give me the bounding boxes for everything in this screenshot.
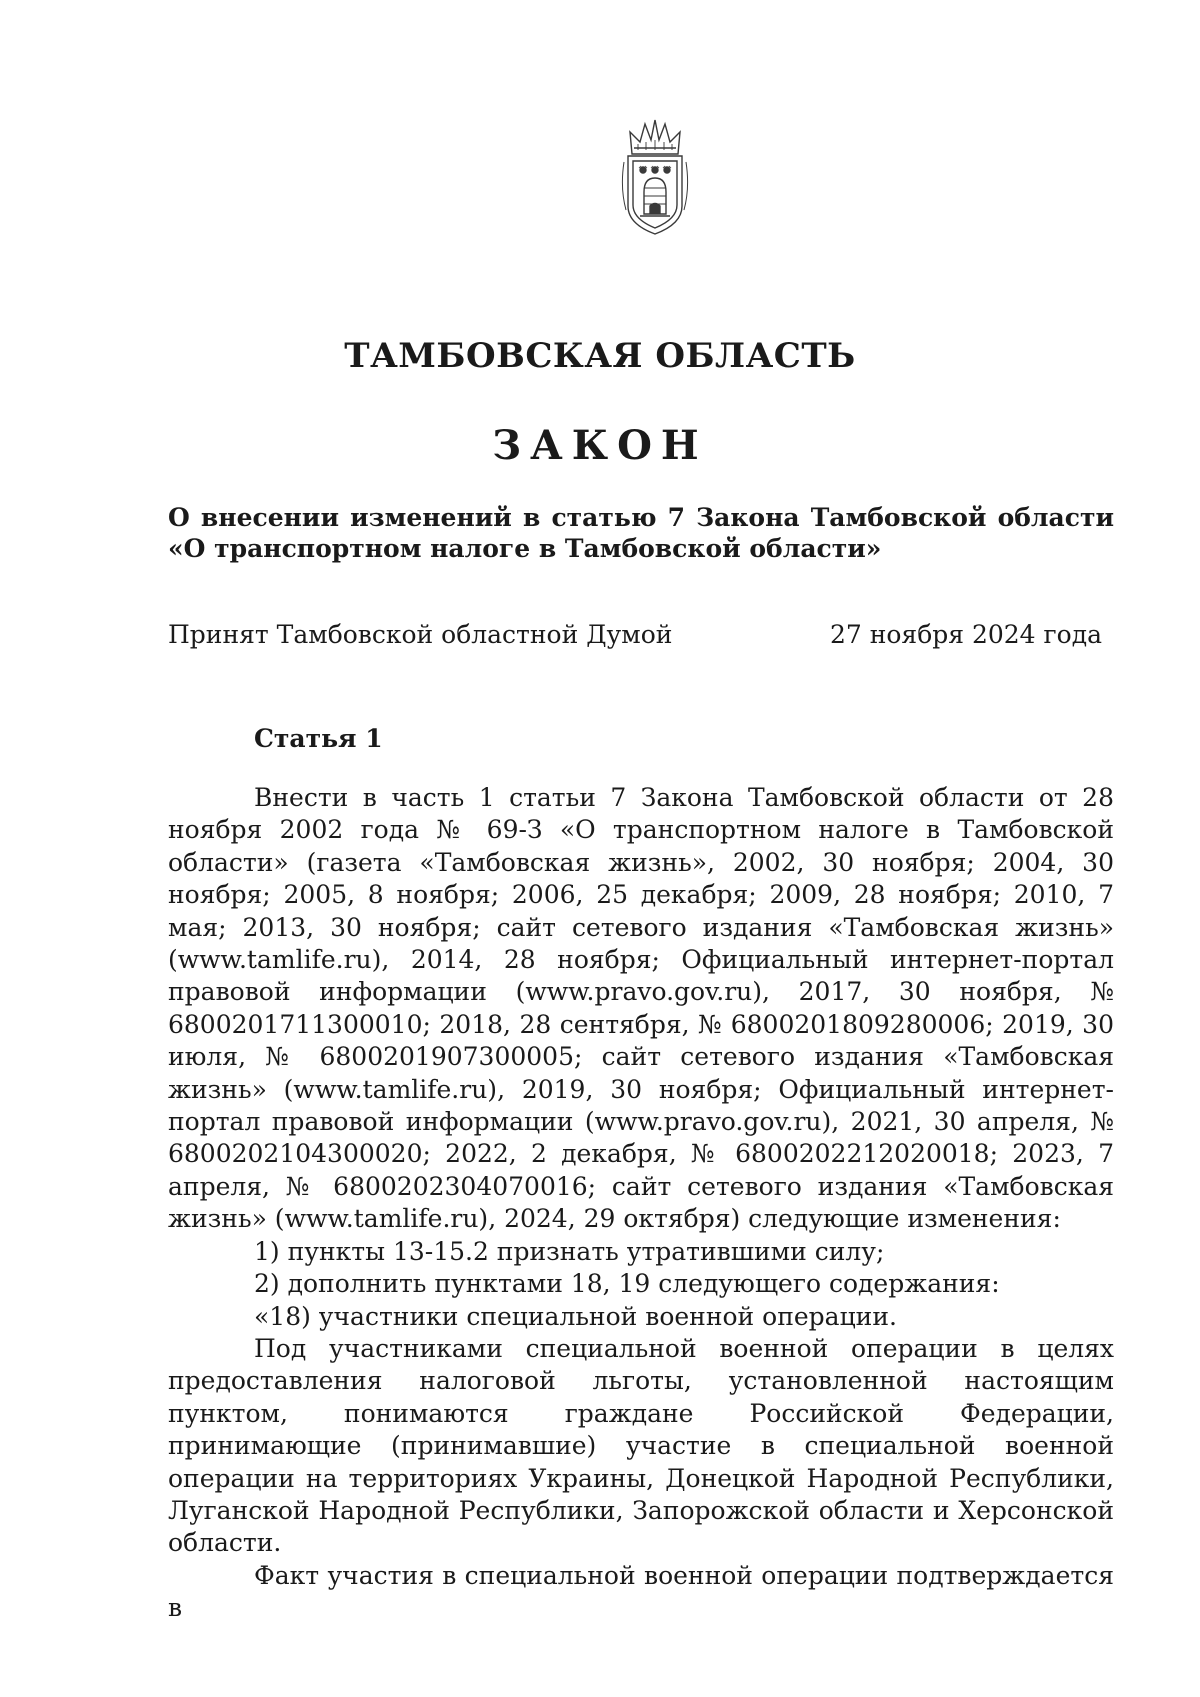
law-title-line-1: О внесении изменений в статью 7 Закона Тамбовской области xyxy=(168,503,1114,532)
adoption-info xyxy=(168,620,1114,654)
region-title: ТАМБОВСКАЯ ОБЛАСТЬ xyxy=(344,336,856,376)
article-paragraph: Под участниками специальной военной операции в целях предоставления налоговой льготы, установленной настоящим пунктом, понимаются граждане Российской Федерации, принимающие (принимавшие) участие в специальной военной операции на территориях Украины, Донецкой Народной Республики, Луганской Народной Республики, Запорожской области и Херсонской области. xyxy=(168,1333,1114,1558)
article-list-item: 2) дополнить пунктами 18, 19 следующего содержания: xyxy=(254,1269,1000,1299)
article-body xyxy=(168,782,1114,1625)
article-heading: Статья 1 xyxy=(254,724,383,753)
article-list-item: «18) участники специальной военной операции. xyxy=(254,1301,897,1331)
article-list-item: 1) пункты 13-15.2 признать утратившими силу; xyxy=(254,1236,885,1266)
coat-of-arms-icon xyxy=(618,118,692,240)
article-paragraph: Факт участия в специальной военной операции подтверждается в xyxy=(168,1560,1114,1623)
adopted-by: Принят Тамбовской областной Думой xyxy=(168,620,673,649)
adoption-date: 27 ноября 2024 года xyxy=(829,620,1102,649)
law-title xyxy=(168,502,1114,564)
law-title-line-2: «О транспортном налоге в Тамбовской области» xyxy=(168,534,882,563)
article-paragraph: Внести в часть 1 статьи 7 Закона Тамбовской области от 28 ноября 2002 года № 69-З «О транспортном налоге в Тамбовской области» (газета «Тамбовская жизнь», 2002, 30 ноября; 2004, 30 ноября; 2005, 8 ноября; 2006, 25 декабря; 2009, 28 ноября; 2010, 7 мая; 2013, 30 ноября; сайт сетевого издания «Тамбовская жизнь» (www.tamlife.ru), 2014, 28 ноября; Официальный интернет-портал правовой информации (www.pravo.gov.ru), 2017, 30 ноября, № 6800201711300010; 2018, 28 сентября, № 6800201809280006; 2019, 30 июля, № 6800201907300005; сайт сетевого издания «Тамбовская жизнь» (www.tamlife.ru), 2019, 30 ноября; Официальный интернет-портал правовой информации (www.pravo.gov.ru), 2021, 30 апреля, № 6800202104300020; 2022, 2 декабря, № 6800202212020018; 2023, 7 апреля, № 6800202304070016; сайт сетевого издания «Тамбовская жизнь» (www.tamlife.ru), 2024, 29 октября) следующие изменения: xyxy=(168,783,1114,1234)
document-type: ЗАКОН xyxy=(492,422,708,469)
